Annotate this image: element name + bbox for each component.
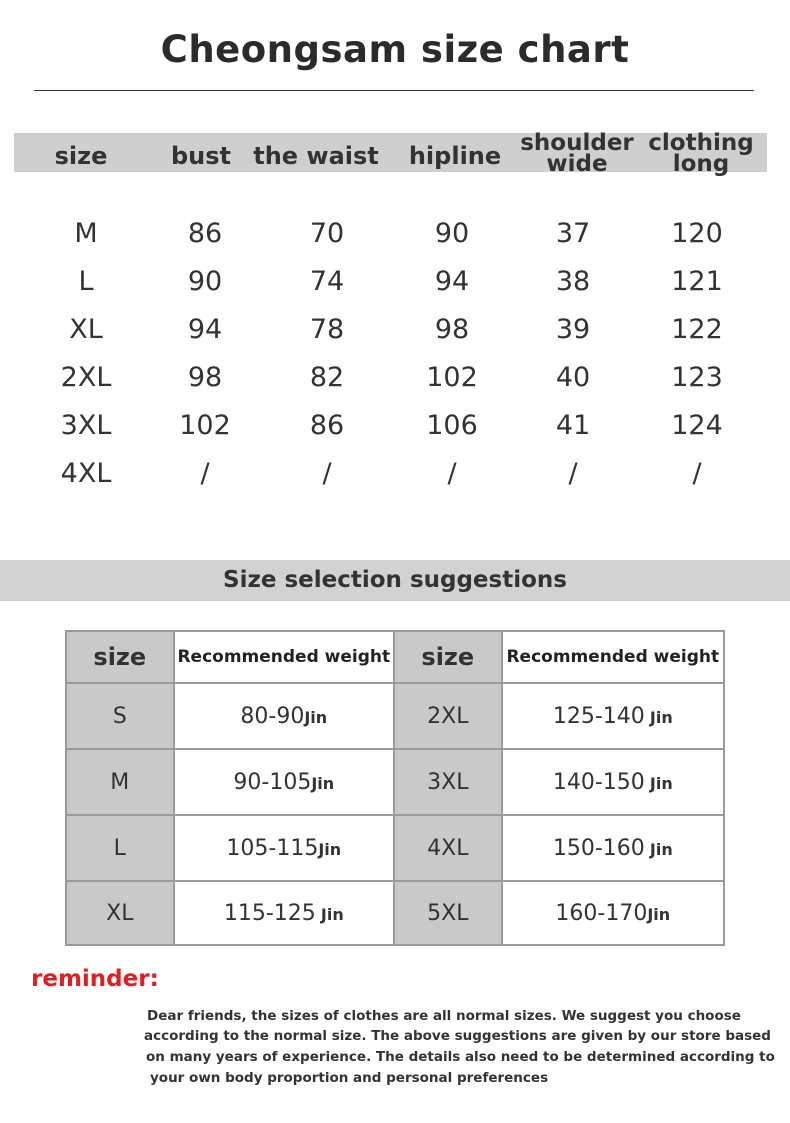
- length-cell: 120: [671, 218, 723, 249]
- weight-unit: Jin: [318, 839, 342, 859]
- weight-value: [502, 683, 724, 749]
- header-clothing-long: [636, 130, 766, 177]
- header-clothing-line1: clothing: [648, 130, 754, 156]
- header-size-left: size: [66, 631, 174, 683]
- bust-cell: 90: [187, 266, 223, 297]
- length-cell: 122: [671, 314, 723, 345]
- reminder-line: Dear friends, the sizes of clothes are all normal sizes. We suggest you choose: [147, 1008, 741, 1024]
- weight-unit: Jin: [304, 707, 328, 727]
- table-row: [66, 683, 724, 749]
- weight-unit: Jin: [311, 773, 335, 793]
- weight-unit: Jin: [649, 707, 673, 727]
- weight-value: [174, 683, 394, 749]
- size-cell: 3XL: [60, 410, 112, 441]
- weight-range: 140-150: [552, 769, 645, 795]
- size-row: [0, 314, 790, 362]
- header-shoulder-wide: [512, 130, 642, 177]
- size-value: S: [66, 683, 174, 749]
- size-row: [0, 362, 790, 410]
- header-weight-left: Recommended weight: [174, 631, 394, 683]
- size-value: 5XL: [394, 881, 502, 945]
- size-value: XL: [66, 881, 174, 945]
- size-cell: M: [74, 218, 98, 249]
- weight-unit: Jin: [320, 904, 344, 924]
- size-cell: XL: [69, 314, 103, 345]
- weight-value: [174, 815, 394, 881]
- page-title: Cheongsam size chart: [160, 28, 630, 71]
- weight-value: [502, 881, 724, 945]
- length-cell: 123: [671, 362, 723, 393]
- weight-value: [174, 881, 394, 945]
- header-size-right: size: [394, 631, 502, 683]
- shoulder-cell: /: [568, 458, 578, 489]
- waist-cell: 74: [309, 266, 345, 297]
- reminder-line: your own body proportion and personal preferences: [150, 1070, 549, 1086]
- size-row: [0, 266, 790, 314]
- shoulder-cell: 41: [555, 410, 591, 441]
- weight-range: 160-170: [555, 900, 648, 926]
- shoulder-cell: 37: [555, 218, 591, 249]
- weight-value: [502, 815, 724, 881]
- weight-unit: Jin: [647, 904, 671, 924]
- shoulder-cell: 39: [555, 314, 591, 345]
- title-divider: [34, 90, 754, 91]
- weight-range: 150-160: [552, 835, 645, 861]
- weight-value: [502, 749, 724, 815]
- waist-cell: 82: [309, 362, 345, 393]
- weight-range: 90-105: [233, 769, 312, 795]
- weight-value: [174, 749, 394, 815]
- weight-unit: Jin: [649, 773, 673, 793]
- size-value: 3XL: [394, 749, 502, 815]
- hipline-cell: 98: [434, 314, 470, 345]
- header-shoulder-line2: wide: [546, 151, 608, 177]
- header-hipline: hipline: [408, 142, 502, 170]
- weight-unit: Jin: [649, 839, 673, 859]
- weight-range: 115-125: [223, 900, 316, 926]
- header-shoulder-line1: shoulder: [520, 130, 634, 156]
- waist-cell: 86: [309, 410, 345, 441]
- table-row: [66, 881, 724, 945]
- header-waist: the waist: [253, 142, 379, 170]
- size-row: [0, 458, 790, 506]
- table-header-row: [66, 631, 724, 683]
- reminder-label: reminder:: [31, 966, 159, 992]
- recommendation-table: [65, 630, 725, 946]
- weight-range: 80-90: [240, 703, 305, 729]
- header-bust: bust: [170, 142, 232, 170]
- header-weight-right: Recommended weight: [502, 631, 724, 683]
- weight-range: 105-115: [226, 835, 319, 861]
- length-cell: 124: [671, 410, 723, 441]
- size-value: M: [66, 749, 174, 815]
- bust-cell: 86: [187, 218, 223, 249]
- reminder-line: on many years of experience. The details also need to be determined according to: [146, 1049, 775, 1065]
- table-row: [66, 749, 724, 815]
- size-row: [0, 410, 790, 458]
- hipline-cell: 102: [426, 362, 478, 393]
- bust-cell: 102: [179, 410, 231, 441]
- table-row: [66, 815, 724, 881]
- waist-cell: 70: [309, 218, 345, 249]
- size-value: L: [66, 815, 174, 881]
- suggestions-title: Size selection suggestions: [223, 567, 567, 593]
- size-cell: 2XL: [60, 362, 112, 393]
- bust-cell: 98: [187, 362, 223, 393]
- hipline-cell: 94: [434, 266, 470, 297]
- shoulder-cell: 38: [555, 266, 591, 297]
- hipline-cell: /: [447, 458, 457, 489]
- waist-cell: /: [322, 458, 332, 489]
- reminder-line: according to the normal size. The above suggestions are given by our store based: [144, 1028, 771, 1044]
- length-cell: /: [692, 458, 702, 489]
- size-cell: L: [78, 266, 94, 297]
- header-size: size: [54, 142, 108, 170]
- bust-cell: 94: [187, 314, 223, 345]
- weight-range: 125-140: [552, 703, 645, 729]
- size-value: 2XL: [394, 683, 502, 749]
- size-value: 4XL: [394, 815, 502, 881]
- hipline-cell: 106: [426, 410, 478, 441]
- waist-cell: 78: [309, 314, 345, 345]
- size-row: [0, 218, 790, 266]
- hipline-cell: 90: [434, 218, 470, 249]
- shoulder-cell: 40: [555, 362, 591, 393]
- size-cell: 4XL: [60, 458, 112, 489]
- bust-cell: /: [200, 458, 210, 489]
- header-clothing-line2: long: [672, 151, 730, 177]
- length-cell: 121: [671, 266, 723, 297]
